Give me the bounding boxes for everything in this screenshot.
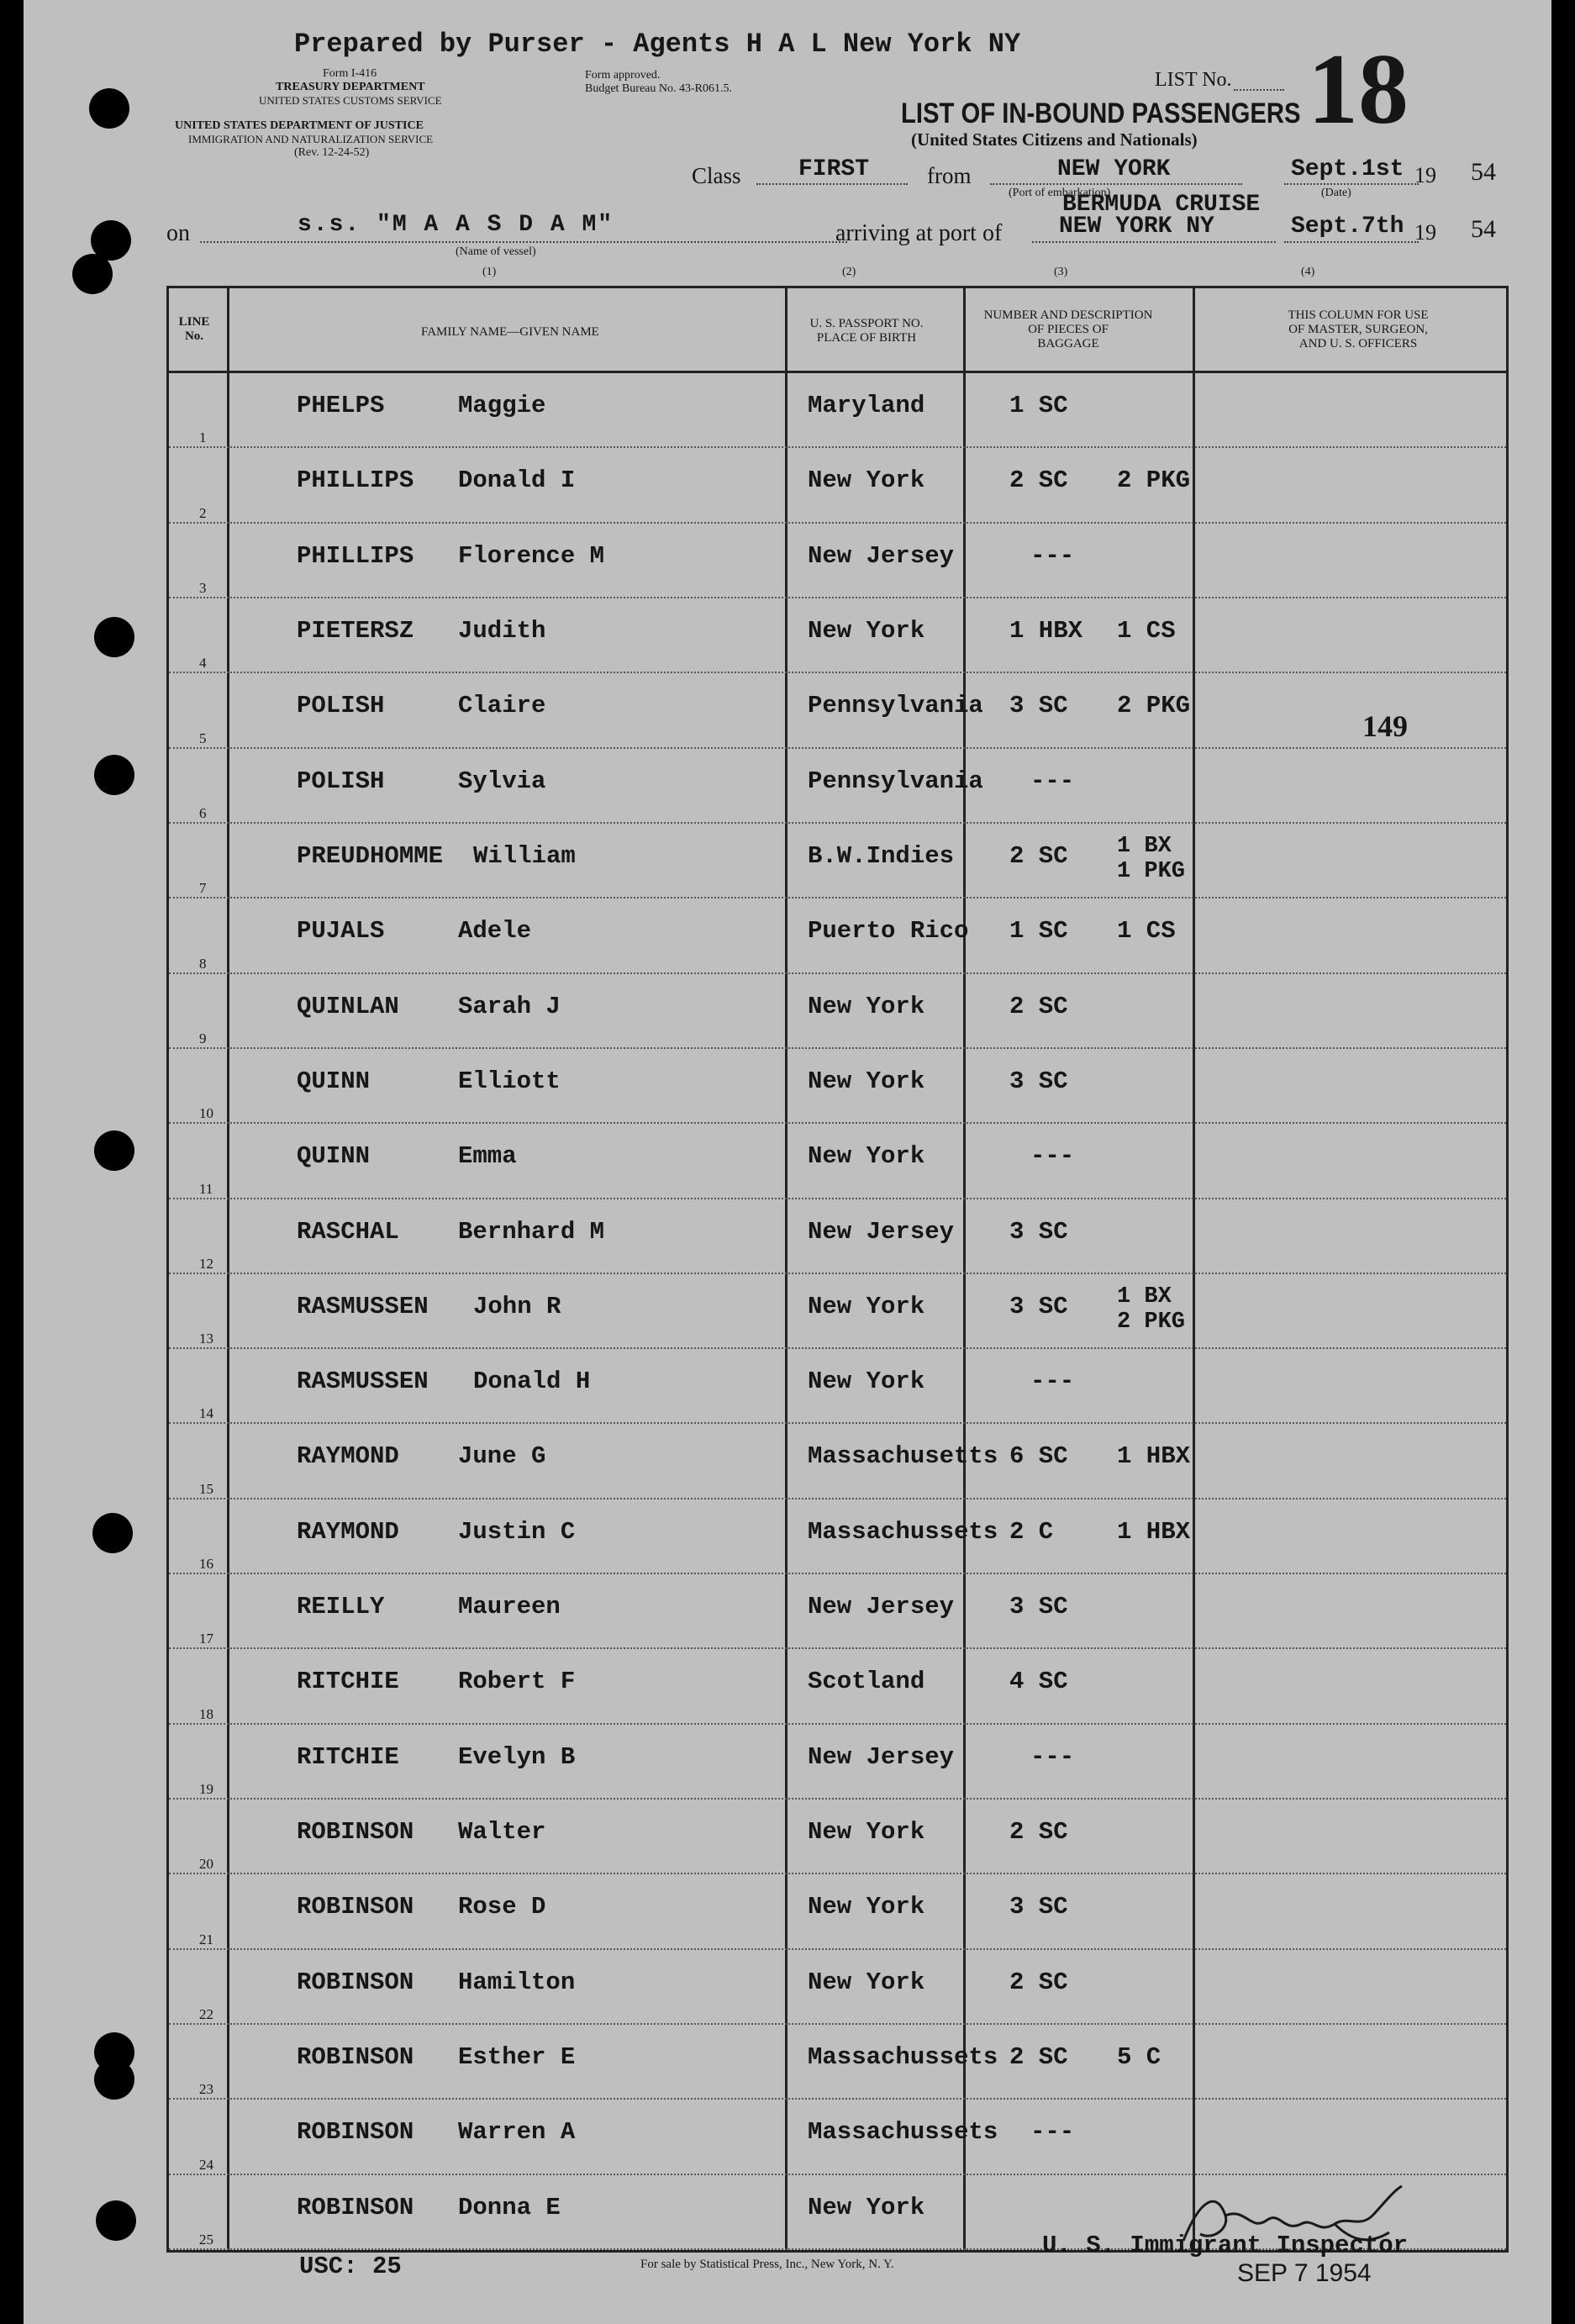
place-of-birth: New Jersey xyxy=(808,541,955,570)
baggage-pieces: 2 SC xyxy=(1009,466,1068,495)
table-row xyxy=(169,448,1506,523)
given-name: Rose D xyxy=(458,1893,546,1921)
immigration-service: IMMIGRATION AND NATURALIZATION SERVICE xyxy=(188,133,434,145)
baggage-extra: 1 HBX xyxy=(1117,1517,1191,1546)
given-name: June G xyxy=(458,1442,546,1471)
place-of-birth: Massachussets xyxy=(808,2118,998,2147)
inspector-title: U. S. Immigrant Inspector xyxy=(1042,2232,1409,2259)
line-number: 3 xyxy=(199,579,207,596)
baggage-pieces: 3 SC xyxy=(1009,692,1068,720)
arrival-year: 54 xyxy=(1471,215,1496,243)
baggage-pieces: 1 SC xyxy=(1009,917,1068,946)
column-number-2: (2) xyxy=(842,266,856,278)
form-number: Form I-416 xyxy=(323,67,377,80)
baggage-header-text: NUMBER AND DESCRIPTION xyxy=(983,308,1153,322)
family-name: RAYMOND xyxy=(297,1517,399,1546)
family-name: REILLY xyxy=(297,1593,385,1621)
place-of-birth: Pennsylvania xyxy=(808,692,983,720)
officers-header-text: AND U. S. OFFICERS xyxy=(1298,337,1418,350)
table-row xyxy=(169,1199,1506,1274)
place-of-birth: New Jersey xyxy=(808,1217,955,1246)
line-number: 9 xyxy=(199,1030,207,1046)
baggage-pieces: --- xyxy=(1030,2118,1075,2147)
place-of-birth: Massachusetts xyxy=(808,1442,998,1471)
given-name: Walter xyxy=(458,1818,546,1847)
baggage-extra: 1 CS xyxy=(1117,917,1176,946)
family-name: RASCHAL xyxy=(297,1217,399,1246)
column-header-baggage xyxy=(957,308,1179,351)
baggage-pieces: 1 HBX xyxy=(1009,616,1083,645)
officer-annotation: 149 xyxy=(1362,709,1408,743)
table-row xyxy=(169,2100,1506,2174)
place-of-birth: New York xyxy=(808,1818,925,1847)
family-name: PHILLIPS xyxy=(297,541,414,570)
family-name: RAYMOND xyxy=(297,1442,399,1471)
family-name: ROBINSON xyxy=(297,1818,414,1847)
given-name: Judith xyxy=(458,616,546,645)
family-name: ROBINSON xyxy=(297,2193,414,2221)
given-name: Adele xyxy=(458,917,532,946)
table-row xyxy=(169,1874,1506,1949)
printer-credit: For sale by Statistical Press, Inc., New York, N. Y. xyxy=(640,2258,894,2271)
line-number: 24 xyxy=(199,2156,213,2173)
given-name: Bernhard M xyxy=(458,1217,605,1246)
family-name: QUINN xyxy=(297,1142,371,1171)
form-approved: Form approved. xyxy=(585,69,661,82)
baggage-pieces: 3 SC xyxy=(1009,1217,1068,1246)
column-header-passport xyxy=(782,317,951,345)
baggage-pieces: 2 SC xyxy=(1009,2043,1068,2072)
arrival-date: Sept.7th xyxy=(1291,213,1404,240)
line-number: 18 xyxy=(199,1705,213,1722)
place-of-birth: Pennsylvania xyxy=(808,767,983,795)
place-of-birth: New York xyxy=(808,1142,925,1171)
family-name: RASMUSSEN xyxy=(297,1292,429,1320)
baggage-extra: 1 CS xyxy=(1117,616,1176,645)
column-number-4: (4) xyxy=(1301,266,1315,278)
place-of-birth: New York xyxy=(808,2193,925,2221)
line-number: 13 xyxy=(199,1331,213,1347)
column-number-3: (3) xyxy=(1054,266,1068,278)
line-number: 22 xyxy=(199,2006,213,2023)
family-name: POLISH xyxy=(297,767,385,795)
given-name: Florence M xyxy=(458,541,605,570)
passenger-table xyxy=(166,286,1509,2253)
family-name: POLISH xyxy=(297,692,385,720)
on-label: on xyxy=(166,220,190,246)
line-number: 19 xyxy=(199,1781,213,1798)
table-row xyxy=(169,899,1506,973)
given-name: Donna E xyxy=(458,2193,561,2221)
baggage-pieces: 1 SC xyxy=(1009,392,1068,419)
binder-hole xyxy=(94,1130,134,1171)
passport-header-text: U. S. PASSPORT NO. xyxy=(809,317,924,330)
family-name: PUJALS xyxy=(297,917,385,946)
table-row xyxy=(169,1950,1506,2025)
column-header-officers xyxy=(1253,308,1463,351)
line-number: 20 xyxy=(199,1856,213,1873)
baggage-pieces: 3 SC xyxy=(1009,1292,1068,1320)
line-number: 6 xyxy=(199,804,207,821)
baggage-pieces: 4 SC xyxy=(1009,1668,1068,1696)
list-subtitle: (United States Citizens and Nationals) xyxy=(911,129,1198,150)
family-name: ROBINSON xyxy=(297,1968,414,1996)
family-name: PREUDHOMME xyxy=(297,841,444,870)
family-name: QUINLAN xyxy=(297,992,399,1020)
table-row xyxy=(169,1049,1506,1124)
place-of-birth: Puerto Rico xyxy=(808,917,969,946)
place-of-birth: New Jersey xyxy=(808,1593,955,1621)
class-value: FIRST xyxy=(798,156,870,182)
place-of-birth: New York xyxy=(808,1292,925,1320)
baggage-extra: 2 PKG xyxy=(1117,466,1191,495)
baggage-extra: 1 BX xyxy=(1117,833,1172,859)
passport-header-text: PLACE OF BIRTH xyxy=(816,331,917,345)
binder-hole xyxy=(89,88,129,129)
line-number: 10 xyxy=(199,1105,213,1122)
binder-hole xyxy=(72,254,113,294)
line-number: 1 xyxy=(199,429,207,446)
table-row xyxy=(169,598,1506,673)
table-row xyxy=(169,1649,1506,1724)
departure-date: Sept.1st xyxy=(1291,156,1404,182)
family-name: QUINN xyxy=(297,1067,371,1095)
baggage-pieces: 3 SC xyxy=(1009,1067,1068,1095)
given-name: Justin C xyxy=(458,1517,576,1546)
baggage-extra-stack xyxy=(1117,1284,1185,1335)
baggage-pieces: --- xyxy=(1030,541,1075,570)
list-title: LIST OF IN-BOUND PASSENGERS xyxy=(901,97,1301,129)
line-number: 25 xyxy=(199,2231,213,2248)
baggage-pieces: --- xyxy=(1030,767,1075,795)
inspection-date-stamp: SEP 7 1954 xyxy=(1237,2259,1372,2287)
binder-hole xyxy=(96,2200,136,2241)
line-number: 7 xyxy=(199,880,207,897)
table-row xyxy=(169,1274,1506,1349)
vessel-line xyxy=(200,241,847,243)
family-name: RITCHIE xyxy=(297,1742,399,1771)
date-caption: (Date) xyxy=(1321,187,1351,199)
departure-year: 54 xyxy=(1471,158,1496,186)
list-number-line xyxy=(1234,89,1284,91)
line-number: 15 xyxy=(199,1480,213,1497)
baggage-pieces: 2 SC xyxy=(1009,1818,1068,1847)
given-name: Robert F xyxy=(458,1668,576,1696)
table-row xyxy=(169,1574,1506,1649)
place-of-birth: New York xyxy=(808,1368,925,1396)
baggage-header-text: OF PIECES OF xyxy=(1028,323,1109,336)
family-name: RASMUSSEN xyxy=(297,1368,429,1396)
from-line xyxy=(990,183,1242,185)
cruise-name: BERMUDA CRUISE xyxy=(1062,192,1261,218)
arrival-port-line xyxy=(1032,241,1276,243)
table-row xyxy=(169,673,1506,748)
baggage-pieces: 2 SC xyxy=(1009,841,1068,870)
budget-bureau-number: Budget Bureau No. 43-R061.5. xyxy=(585,82,732,95)
table-row xyxy=(169,749,1506,824)
line-number: 5 xyxy=(199,730,207,746)
given-name: Evelyn B xyxy=(458,1742,576,1771)
arrival-date-line xyxy=(1284,241,1419,243)
baggage-extra: 1 PKG xyxy=(1117,858,1186,884)
baggage-extra-stack xyxy=(1117,834,1185,884)
baggage-pieces: 3 SC xyxy=(1009,1593,1068,1621)
officers-header-text: OF MASTER, SURGEON, xyxy=(1288,323,1428,336)
baggage-pieces: 6 SC xyxy=(1009,1442,1068,1471)
class-label: Class xyxy=(692,163,741,188)
line-header-text: No. xyxy=(184,329,204,343)
line-number: 2 xyxy=(199,504,207,521)
family-name: ROBINSON xyxy=(297,2118,414,2147)
passenger-rows xyxy=(169,373,1506,2250)
table-row xyxy=(169,1800,1506,1874)
baggage-pieces: 2 SC xyxy=(1009,1968,1068,1996)
given-name: Sarah J xyxy=(458,992,561,1020)
usc-count: USC: 25 xyxy=(299,2253,402,2280)
table-row xyxy=(169,1499,1506,1574)
baggage-extra: 1 HBX xyxy=(1117,1442,1191,1471)
officers-header-text: THIS COLUMN FOR USE xyxy=(1288,308,1429,322)
list-number: 18 xyxy=(1308,33,1409,145)
table-row xyxy=(169,373,1506,448)
line-header-text: LINE xyxy=(178,315,210,329)
given-name: Donald H xyxy=(473,1368,591,1396)
department-of-justice: UNITED STATES DEPARTMENT OF JUSTICE xyxy=(175,119,424,132)
given-name: Esther E xyxy=(458,2043,576,2072)
treasury-department: TREASURY DEPARTMENT xyxy=(276,81,425,93)
line-number: 12 xyxy=(199,1255,213,1272)
given-name: Sylvia xyxy=(458,767,546,795)
baggage-pieces: --- xyxy=(1030,1368,1075,1396)
arriving-label: arriving at port of xyxy=(835,220,1003,246)
arrival-year-prefix: 19 xyxy=(1414,220,1436,245)
class-line xyxy=(756,183,908,185)
binder-hole xyxy=(92,1513,133,1553)
line-number: 11 xyxy=(199,1180,213,1197)
line-number: 17 xyxy=(199,1631,213,1647)
given-name: Claire xyxy=(458,692,546,720)
given-name: Maggie xyxy=(458,392,546,419)
baggage-extra: 2 PKG xyxy=(1117,1309,1186,1335)
baggage-extra: 2 PKG xyxy=(1117,692,1191,720)
baggage-pieces: 3 SC xyxy=(1009,1893,1068,1921)
departure-year-prefix: 19 xyxy=(1414,163,1436,187)
manifest-sheet xyxy=(24,0,1551,2324)
given-name: John R xyxy=(473,1292,561,1320)
line-number: 16 xyxy=(199,1556,213,1573)
place-of-birth: New York xyxy=(808,1067,925,1095)
given-name: Emma xyxy=(458,1142,517,1171)
port-of-embarkation-caption: (Port of embarkation) xyxy=(1009,187,1111,199)
given-name: Maureen xyxy=(458,1593,561,1621)
line-number: 14 xyxy=(199,1405,213,1422)
place-of-birth: B.W.Indies xyxy=(808,841,955,870)
place-of-birth: New York xyxy=(808,1968,925,1996)
list-number-label: LIST No. xyxy=(1155,69,1232,91)
departure-date-line xyxy=(1284,183,1419,185)
table-row xyxy=(169,1725,1506,1800)
family-name: ROBINSON xyxy=(297,1893,414,1921)
arrival-port: NEW YORK NY xyxy=(1059,213,1214,240)
family-name: RITCHIE xyxy=(297,1668,399,1696)
family-name: ROBINSON xyxy=(297,2043,414,2072)
given-name: Elliott xyxy=(458,1067,561,1095)
table-row xyxy=(169,1124,1506,1199)
baggage-extra: 5 C xyxy=(1117,2043,1161,2072)
place-of-birth: New York xyxy=(808,992,925,1020)
from-label: from xyxy=(927,163,972,188)
baggage-pieces: 2 SC xyxy=(1009,992,1068,1020)
column-header-line-number xyxy=(177,315,211,344)
given-name: Hamilton xyxy=(458,1968,576,1996)
place-of-birth: Massachussets xyxy=(808,1517,998,1546)
revision-date: (Rev. 12-24-52) xyxy=(294,146,370,159)
vessel-name: s.s. "M A A S D A M" xyxy=(298,212,614,238)
place-of-birth: Maryland xyxy=(808,392,925,419)
binder-hole xyxy=(94,2059,134,2100)
column-header-name: FAMILY NAME—GIVEN NAME xyxy=(421,325,599,339)
column-number-1: (1) xyxy=(482,266,497,278)
baggage-header-text: BAGGAGE xyxy=(1037,337,1099,350)
table-row xyxy=(169,1424,1506,1499)
baggage-pieces: --- xyxy=(1030,1742,1075,1771)
table-row xyxy=(169,2025,1506,2100)
binder-hole xyxy=(94,755,134,795)
baggage-pieces: --- xyxy=(1030,1142,1075,1171)
line-number: 23 xyxy=(199,2081,213,2098)
customs-service: UNITED STATES CUSTOMS SERVICE xyxy=(259,94,442,107)
table-row xyxy=(169,974,1506,1049)
prepared-by-line: Prepared by Purser - Agents H A L New York NY xyxy=(294,29,1021,60)
place-of-birth: New York xyxy=(808,616,925,645)
place-of-birth: New York xyxy=(808,466,925,495)
place-of-birth: New York xyxy=(808,1893,925,1921)
baggage-pieces: 2 C xyxy=(1009,1517,1054,1546)
given-name: William xyxy=(473,841,576,870)
from-port: NEW YORK xyxy=(1057,156,1171,182)
given-name: Warren A xyxy=(458,2118,576,2147)
place-of-birth: Scotland xyxy=(808,1668,925,1696)
table-row xyxy=(169,1349,1506,1424)
line-number: 4 xyxy=(199,655,207,672)
table-row xyxy=(169,824,1506,899)
family-name: PIETERSZ xyxy=(297,616,414,645)
table-row xyxy=(169,524,1506,598)
given-name: Donald I xyxy=(458,466,576,495)
place-of-birth: New Jersey xyxy=(808,1742,955,1771)
line-number: 21 xyxy=(199,1931,213,1947)
binder-hole xyxy=(94,617,134,657)
family-name: PHELPS xyxy=(297,392,385,419)
line-number: 8 xyxy=(199,955,207,972)
vessel-caption: (Name of vessel) xyxy=(456,245,536,258)
place-of-birth: Massachussets xyxy=(808,2043,998,2072)
baggage-extra: 1 BX xyxy=(1117,1283,1172,1310)
family-name: PHILLIPS xyxy=(297,466,414,495)
